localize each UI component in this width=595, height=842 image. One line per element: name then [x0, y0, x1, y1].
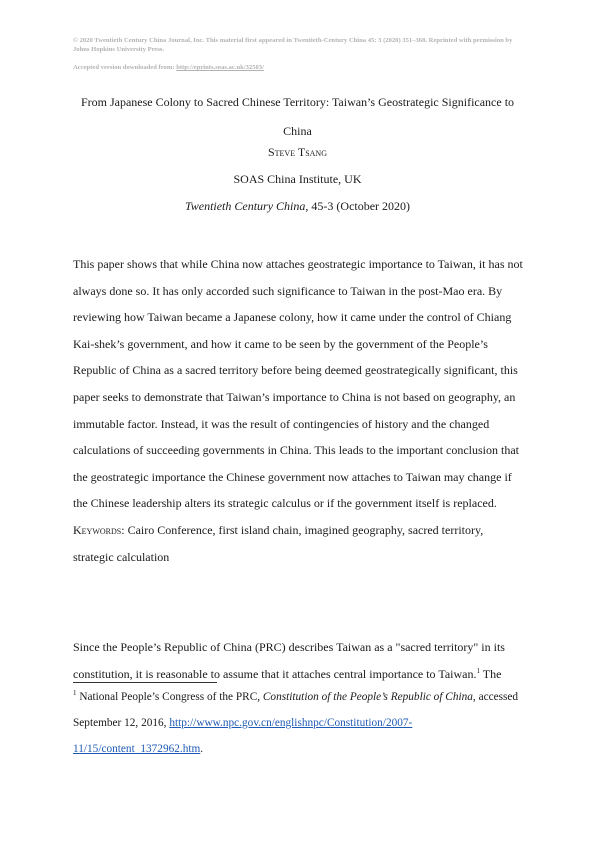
footnote-title: Constitution of the People’s Republic of China: [262, 691, 473, 703]
intro-paragraph: [73, 634, 525, 687]
keywords-line: [73, 517, 525, 570]
abstract-text: This paper shows that while China now attaches geostrategic importance to Taiwan, it has not always done so. It has only accorded such significance to Taiwan in the post-Mao era. By reviewing how Taiwan became a Japanese colony, how it came under the control of Chiang Kai-shek’s government, and how it came to be seen by the government of the People’s Republic of China as a sacred territory before being deemed geostrategically significant, this paper seeks to demonstrate that Taiwan’s importance to China is not based on geography, an immutable factor. Instead, it was the result of contingencies of history and the changed calculations of succeeding governments in China. This leads to the important conclusion that the geostrategic importance the Chinese government now attaches to Taiwan may change if the Chinese leadership alters its strategic calculus or if the government itself is replaced.: [73, 257, 523, 511]
footnote-divider: [73, 682, 217, 683]
keywords-label: Keywords: [73, 522, 122, 537]
accepted-version-line: [73, 63, 523, 72]
title-line-2: China: [283, 124, 312, 138]
footnote-marker: 1: [73, 689, 77, 697]
intro-text: Since the People’s Republic of China (PRC) describes Taiwan as a "sacred territory" in its constitution, it is reasonable to assume that it attaches central importance to Taiwan.: [73, 640, 505, 681]
abstract: [73, 251, 525, 570]
footnote: [73, 684, 525, 762]
footnote-end: .: [200, 743, 204, 755]
paper-title: [60, 88, 535, 146]
title-line-1: From Japanese Colony to Sacred Chinese Territory: Taiwan’s Geostrategic Significance to: [80, 95, 515, 109]
journal-issue: , 45-3 (October 2020): [305, 199, 411, 213]
eprints-link[interactable]: http://eprints.soas.ac.uk/32503/: [176, 64, 264, 71]
footnote-reference[interactable]: 1: [476, 666, 480, 675]
accepted-version-label: Accepted version downloaded from:: [73, 64, 177, 71]
intro-text-tail: The: [480, 666, 502, 681]
copyright-text: © 2020 Twentieth Century China Journal, Inc. This material first appeared in Twentieth-Century China 45: 3 (2020) 351–368. Reprinted with permission by Johns Hopkins University Press.: [73, 37, 513, 53]
footnote-link[interactable]: http://www.npc.gov.cn/englishnpc/Constitution/2007-11/15/content_1372962.htm: [73, 717, 413, 755]
footnote-prefix: National People’s Congress of the PRC,: [76, 691, 263, 703]
keywords-list: : Cairo Conference, first island chain, imagined geography, sacred territory, strategic calculation: [73, 522, 484, 564]
journal-name: Twentieth Century China: [184, 199, 306, 213]
author-institution: SOAS China Institute, UK: [233, 172, 362, 186]
footnote-accessed: , accessed September 12, 2016,: [73, 691, 519, 729]
author-name: [60, 145, 535, 160]
author-name-text: Steve Tsang: [267, 145, 327, 159]
journal-citation: [60, 199, 535, 214]
copyright-notice: [73, 36, 523, 72]
